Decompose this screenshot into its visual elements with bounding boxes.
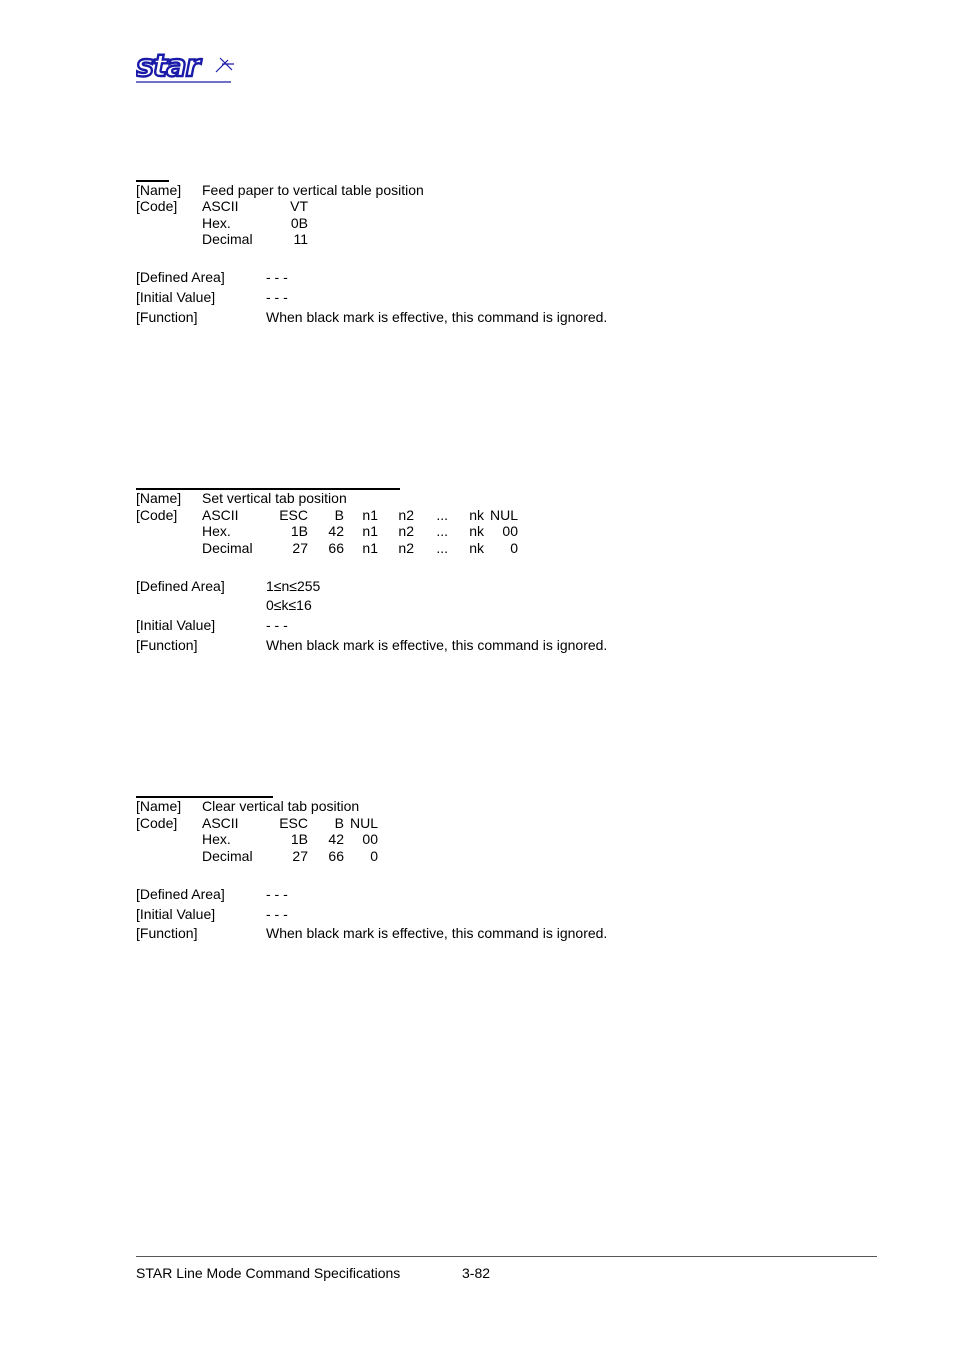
code-cell: 27 (292, 540, 308, 556)
code-cell: ... (436, 540, 448, 556)
function-label: [Function] (136, 637, 198, 653)
code-cell: nk (469, 523, 484, 539)
name-label: [Name] (136, 490, 182, 506)
function-text: When black mark is effective, this command is ignored. (266, 309, 608, 325)
code-cell: ... (436, 523, 448, 539)
defined-area-label: [Defined Area] (136, 886, 225, 902)
code-cell: VT (290, 198, 308, 214)
code-cell: 66 (328, 848, 344, 864)
code-label: [Code] (136, 198, 178, 214)
function-label: [Function] (136, 309, 198, 325)
code-cell: 0 (370, 848, 378, 864)
code-cell: nk (469, 540, 484, 556)
initial-value: - - - (266, 617, 288, 633)
initial-value-label: [Initial Value] (136, 906, 216, 922)
code-cell: B (334, 507, 344, 523)
footer-divider (136, 1256, 877, 1257)
defined-area-value: 1≤n≤255 (266, 578, 321, 594)
initial-value: - - - (266, 906, 288, 922)
defined-area-label: [Defined Area] (136, 269, 225, 285)
code-cell: 42 (328, 523, 344, 539)
code-cell: n2 (398, 540, 414, 556)
page-number: 3-82 (462, 1265, 491, 1281)
initial-value-label: [Initial Value] (136, 617, 216, 633)
code-cell: 27 (292, 848, 308, 864)
initial-value: - - - (266, 289, 288, 305)
initial-value-label: [Initial Value] (136, 289, 216, 305)
command-name: Clear vertical tab position (202, 798, 360, 814)
code-cell: 1B (290, 523, 308, 539)
name-label: [Name] (136, 182, 182, 198)
code-cell: n1 (362, 507, 378, 523)
code-cell: n1 (362, 540, 378, 556)
defined-area-value: - - - (266, 269, 288, 285)
code-cell: 0B (290, 215, 308, 231)
code-cell: ... (436, 507, 448, 523)
row-label-ascii: ASCII (202, 815, 239, 831)
code-cell: NUL (489, 507, 518, 523)
code-cell: 11 (293, 231, 308, 247)
logo-wordmark (136, 50, 202, 84)
code-label: [Code] (136, 815, 178, 831)
code-cell: n2 (398, 507, 414, 523)
row-label-decimal: Decimal (202, 231, 253, 247)
defined-area-value: - - - (266, 886, 288, 902)
function-text: When black mark is effective, this command is ignored. (266, 925, 608, 941)
code-cell: 66 (328, 540, 344, 556)
command-name: Feed paper to vertical table position (202, 182, 424, 198)
defined-area-label: [Defined Area] (136, 578, 225, 594)
row-label-decimal: Decimal (202, 848, 253, 864)
code-cell: n2 (398, 523, 414, 539)
code-cell: 00 (502, 523, 518, 539)
name-label: [Name] (136, 798, 182, 814)
function-label: [Function] (136, 925, 198, 941)
defined-area-value: 0≤k≤16 (266, 597, 312, 613)
code-cell: 1B (290, 831, 308, 847)
row-label-hex: Hex. (202, 523, 231, 539)
row-label-ascii: ASCII (202, 198, 239, 214)
row-label-decimal: Decimal (202, 540, 253, 556)
code-cell: B (334, 815, 344, 831)
function-text: When black mark is effective, this command is ignored. (266, 637, 608, 653)
command-name: Set vertical tab position (202, 490, 347, 506)
logo-star-mark (216, 58, 234, 72)
code-cell: 42 (328, 831, 344, 847)
code-label: [Code] (136, 507, 178, 523)
row-label-hex: Hex. (202, 215, 231, 231)
code-cell: 0 (510, 540, 518, 556)
star-logo (136, 50, 236, 84)
code-cell: NUL (349, 815, 378, 831)
code-cell: nk (469, 507, 484, 523)
row-label-ascii: ASCII (202, 507, 239, 523)
code-cell: ESC (279, 815, 308, 831)
row-label-hex: Hex. (202, 831, 231, 847)
svg-text:star: star (136, 50, 200, 84)
footer-title: STAR Line Mode Command Specifications (136, 1265, 401, 1281)
code-cell: n1 (362, 523, 378, 539)
code-cell: 00 (362, 831, 378, 847)
code-cell: ESC (279, 507, 308, 523)
